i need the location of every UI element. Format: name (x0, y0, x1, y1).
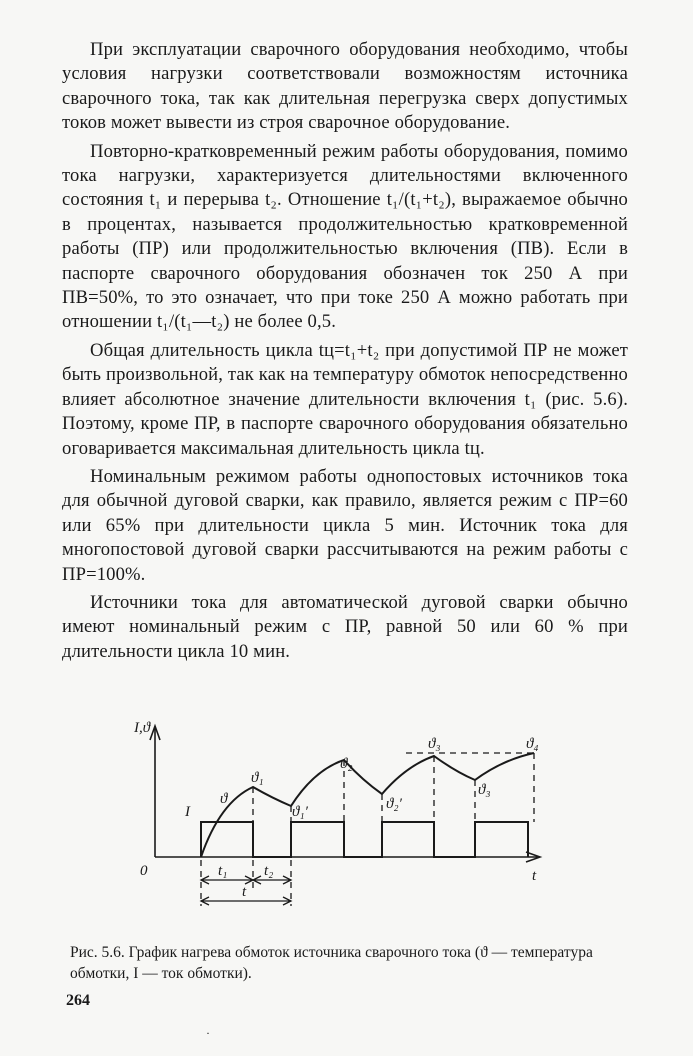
temperature-label: ϑ (220, 791, 228, 807)
valley-label-2: ϑ₂′ (386, 796, 402, 812)
y-axis-label: I,ϑ (134, 720, 151, 736)
paragraph-2: Повторно-кратковременный режим работы оборудования, помимо тока нагрузки, характеризуется длительностями включенного состояния t₁ и перерыва t₂. Отношение t₁/(t₁+t₂), выражаемое обычно в процентах, называется продолжительностью кратковременной работы (ПР) или продолжительностью включения (ПВ). Если в паспорте сварочного оборудования обозначен ток 250 А при ПВ=50%, то это означает, что при токе 250 А можно работать при отношении t₁/(t₁—t₂) не более 0,5. (62, 140, 628, 333)
current-label: I (185, 804, 190, 820)
paragraph-5: Источники тока для автоматической дуговой сварки обычно имеют номинальный режим с ПР, равной 50 или 60 % при длительности цикла 10 мин. (62, 591, 628, 662)
paragraph-4: Номинальным режимом работы однопостовых источников тока для обычной дуговой сварки, как правило, является режим с ПР=60 или 65% при длительности цикла 5 мин. Источник тока для многопостовой дуговой сварки рассчитываются на режим работы с ПР=100%. (62, 465, 628, 585)
current-pulses (201, 822, 528, 857)
x-axis-label: t (532, 868, 537, 884)
print-speck: · (206, 1026, 210, 1040)
peak-label-3: ϑ₃ (428, 736, 441, 752)
temperature-curve (201, 753, 534, 857)
paragraph-1: При эксплуатации сварочного оборудования необходимо, чтобы условия нагрузки соответствовали возможностям источника сварочного тока, так как длительная перегрузка сверх допустимых токов может вывести из строя сварочное оборудование. (62, 39, 628, 134)
peak-label-4: ϑ₄ (526, 736, 539, 752)
dim-label-t2: t₂ (264, 863, 274, 879)
page-number: 264 (66, 992, 90, 1009)
peak-label-1: ϑ₁ (251, 770, 264, 786)
dim-label-t: t (242, 884, 247, 900)
valley-label-1: ϑ₁′ (292, 804, 308, 820)
peak-label-2: ϑ₂ (340, 756, 353, 772)
origin-label: 0 (140, 863, 148, 879)
body-text (62, 38, 628, 668)
valley-label-3: ϑ₃ (478, 782, 491, 798)
paragraph-3: Общая длительность цикла tц=t₁+t₂ при допустимой ПР не может быть произвольной, так как на температуру обмоток непосредственно влияет абсолютное значение длительности включения t₁ (рис. 5.6). Поэтому, кроме ПР, в паспорте сварочного оборудования обязательно оговаривается максимальная длительность цикла tц. (62, 339, 628, 459)
heating-graph (130, 710, 560, 925)
figure-5-6 (130, 710, 560, 925)
figure-caption: Рис. 5.6. График нагрева обмоток источника сварочного тока (ϑ — температура обмотки, I — ток обмотки). (70, 944, 593, 982)
dim-label-t1: t₁ (218, 863, 228, 879)
